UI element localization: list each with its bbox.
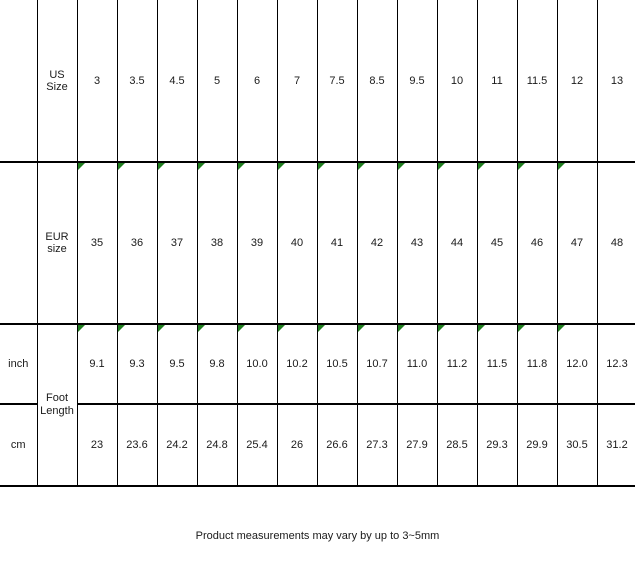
eur-size-cell [357,162,397,324]
cell-value: 9.5 [169,358,185,370]
eur-size-cell [517,162,557,324]
inch-cell [277,324,317,404]
cm-cell: 26.6 [317,404,357,486]
blank-cell-eur-row [0,162,37,324]
us-size-cell: 13 [597,0,635,162]
measurement-note: Product measurements may vary by up to 3~5mm [195,530,440,542]
cm-cell: 25.4 [237,404,277,486]
inch-cell [397,324,437,404]
cell-value: 10.2 [286,358,308,370]
cell-value: 39 [250,237,264,249]
green-triangle-icon [398,163,405,170]
cell-value: 10.7 [366,358,388,370]
cell-value: 10.5 [326,358,348,370]
green-triangle-icon [398,325,405,332]
eur-size-cell [437,162,477,324]
green-triangle-icon [118,163,125,170]
cm-cell: 31.2 [597,404,635,486]
cm-cell: 29.3 [477,404,517,486]
cm-cell: 24.8 [197,404,237,486]
eur-size-row [0,162,635,324]
cell-value: 12.3 [606,358,628,370]
cm-cell: 27.9 [397,404,437,486]
cell-value: 48 [610,237,624,249]
cell-value: 9.3 [129,358,145,370]
inch-cell [357,324,397,404]
green-triangle-icon [438,325,445,332]
eur-size-cell [117,162,157,324]
eur-size-cell [277,162,317,324]
cell-value: 9.8 [209,358,225,370]
green-triangle-icon [198,325,205,332]
cm-cell: 23.6 [117,404,157,486]
inch-cell [117,324,157,404]
cell-value: 12.0 [566,358,588,370]
us-size-cell: 5 [197,0,237,162]
green-triangle-icon [358,325,365,332]
us-size-cell: 12 [557,0,597,162]
cell-value: 46 [530,237,544,249]
inch-cell [237,324,277,404]
green-triangle-icon [78,325,85,332]
cell-value: 11.5 [486,358,508,370]
cell-value: 45 [490,237,504,249]
blank-cell-us-row [0,0,37,162]
inch-cell [477,324,517,404]
cm-cell: 23 [77,404,117,486]
us-size-row [0,0,635,162]
cell-value: 11.0 [406,358,428,370]
us-size-cell: 7 [277,0,317,162]
eur-size-cell [597,162,635,324]
inch-cell [317,324,357,404]
green-triangle-icon [438,163,445,170]
eur-size-cell [477,162,517,324]
cell-value: 9.1 [89,358,105,370]
cell-value: 43 [410,237,424,249]
green-triangle-icon [238,325,245,332]
eur-size-cell [237,162,277,324]
eur-size-cell [77,162,117,324]
green-triangle-icon [518,163,525,170]
inch-row [0,324,635,404]
cell-value: 36 [130,237,144,249]
us-size-cell: 3 [77,0,117,162]
us-size-cell: 6 [237,0,277,162]
us-size-cell: 3.5 [117,0,157,162]
eur-size-cell [397,162,437,324]
inch-cell [157,324,197,404]
cell-value: 41 [330,237,344,249]
us-size-cell: 8.5 [357,0,397,162]
green-triangle-icon [198,163,205,170]
cm-cell: 28.5 [437,404,477,486]
us-size-cell: 11.5 [517,0,557,162]
inch-cell [557,324,597,404]
us-size-cell: 4.5 [157,0,197,162]
green-triangle-icon [518,325,525,332]
cell-value: 44 [450,237,464,249]
green-triangle-icon [478,325,485,332]
cm-row-label: cm [0,404,37,486]
cell-value: 11.2 [446,358,468,370]
green-triangle-icon [158,163,165,170]
cm-cell: 29.9 [517,404,557,486]
foot-length-label: Foot Length [37,324,77,486]
green-triangle-icon [278,163,285,170]
cell-value: 11.8 [526,358,548,370]
cell-value: 37 [170,237,184,249]
cm-cell: 26 [277,404,317,486]
green-triangle-icon [278,325,285,332]
green-triangle-icon [318,325,325,332]
cell-value: 47 [570,237,584,249]
us-size-cell: 11 [477,0,517,162]
green-triangle-icon [478,163,485,170]
inch-cell [517,324,557,404]
eur-size-cell [157,162,197,324]
inch-cell [437,324,477,404]
green-triangle-icon [358,163,365,170]
eur-size-cell [557,162,597,324]
green-triangle-icon [78,163,85,170]
green-triangle-icon [558,163,565,170]
cell-value: 38 [210,237,224,249]
eur-size-cell [317,162,357,324]
green-triangle-icon [158,325,165,332]
inch-cell [197,324,237,404]
us-size-cell: 9.5 [397,0,437,162]
us-size-cell: 7.5 [317,0,357,162]
inch-cell [597,324,635,404]
cell-value: 40 [290,237,304,249]
cell-value: 42 [370,237,384,249]
inch-row-label: inch [0,324,37,404]
cell-value: 35 [90,237,104,249]
us-size-cell: 10 [437,0,477,162]
green-triangle-icon [318,163,325,170]
eur-size-cell [197,162,237,324]
green-triangle-icon [558,325,565,332]
cm-cell: 27.3 [357,404,397,486]
green-triangle-icon [118,325,125,332]
cell-value: 10.0 [246,358,268,370]
cm-row [0,404,635,486]
green-triangle-icon [238,163,245,170]
cm-cell: 30.5 [557,404,597,486]
us-size-row-label: US Size [37,0,77,162]
cm-cell: 24.2 [157,404,197,486]
inch-cell [77,324,117,404]
eur-size-row-label: EUR size [37,162,77,324]
